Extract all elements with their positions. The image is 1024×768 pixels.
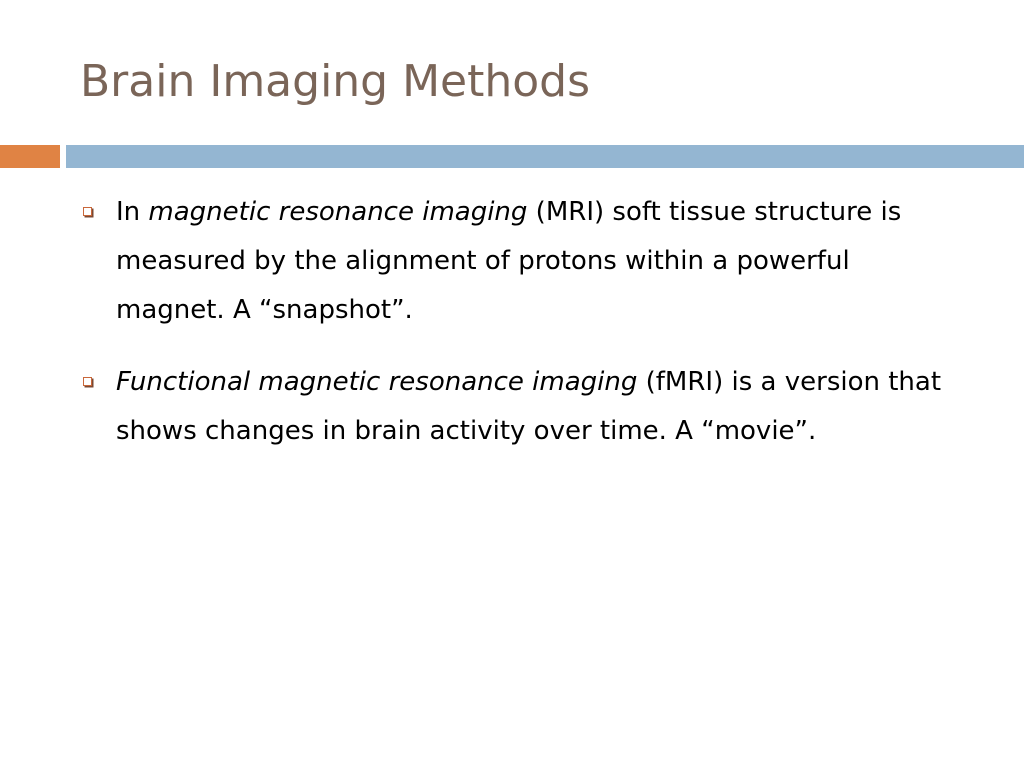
bullet-item-mri — [80, 188, 960, 335]
title-divider-bar — [66, 145, 1024, 168]
bullet-term: Functional magnetic resonance imaging — [116, 367, 638, 397]
bullet-text: (fMRI) is a version that shows changes in brain activity over time. A “movie”. — [116, 367, 942, 446]
bullet-list — [80, 188, 960, 479]
slide-title: Brain Imaging Methods — [80, 56, 591, 107]
bullet-text: (MRI) soft tissue structure is measured by the alignment of protons within a powerful magnet. A “snapshot”. — [116, 197, 902, 325]
bullet-term: magnetic resonance imaging — [148, 197, 528, 227]
square-bullet-icon — [83, 377, 92, 386]
bullet-item-fmri — [80, 358, 960, 456]
square-bullet-icon — [83, 207, 92, 216]
bullet-prefix: In — [116, 197, 149, 227]
title-accent-bar — [0, 145, 60, 168]
